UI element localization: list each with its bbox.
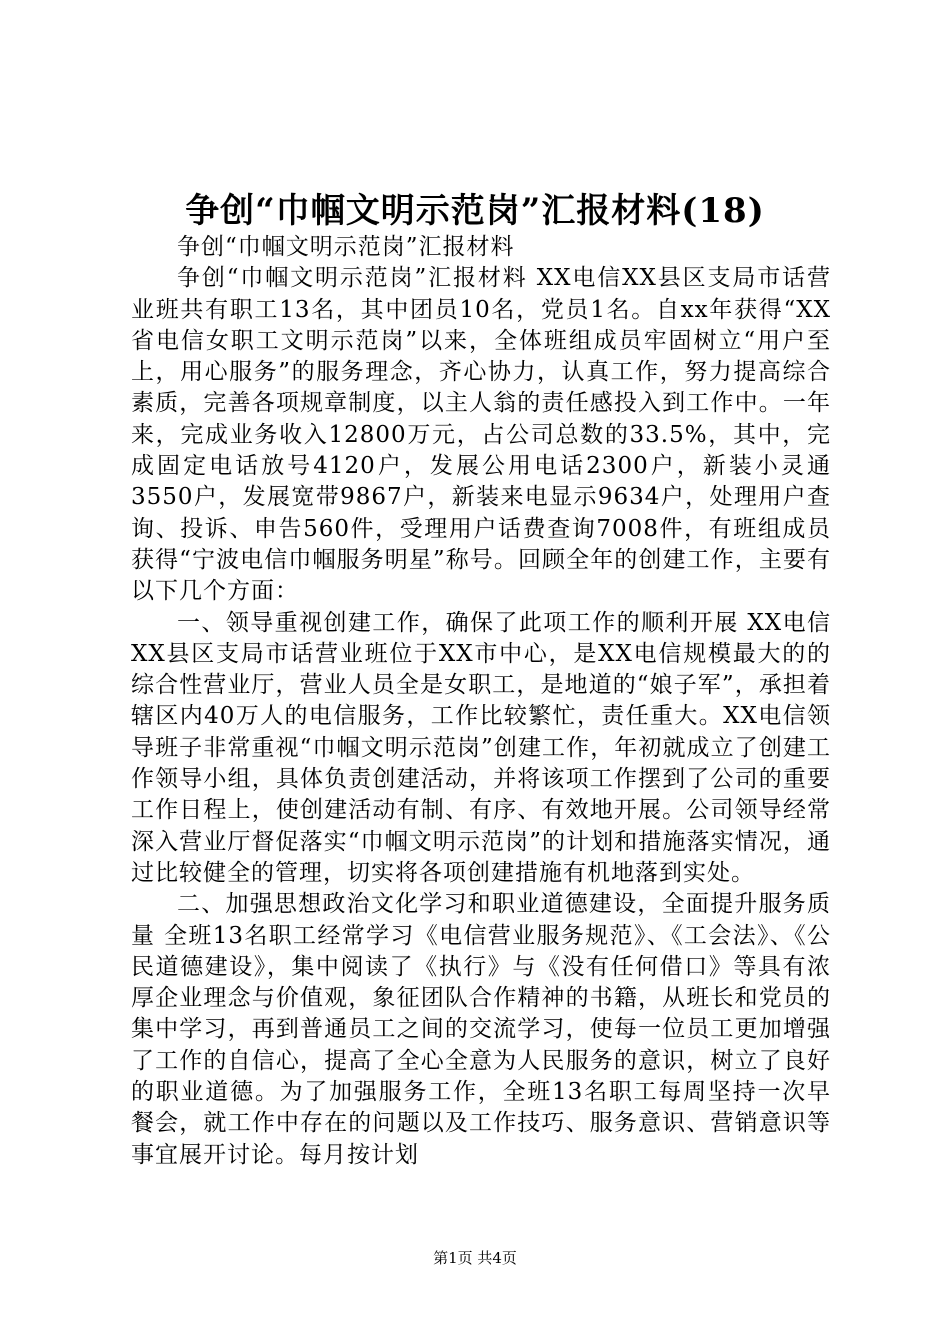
body-paragraph-subtitle: 争创“巾帼文明示范岗”汇报材料	[177, 234, 515, 260]
document-body	[131, 232, 831, 1171]
body-paragraph-intro: 争创“巾帼文明示范岗”汇报材料 XX电信XX县区支局市话营业班共有职工13名，其中团员10名，党员1名。自xx年获得“XX省电信女职工文明示范岗”以来，全体班组成员牢固树立“用户至上，用心服务”的服务理念，齐心协力，认真工作，努力提高综合素质，完善各项规章制度，以主人翁的责任感投入到工作中。一年来，完成业务收入12800万元，占公司总数的33.5%，其中，完成固定电话放号4120户，发展公用电话2300户，新装小灵通3550户，发展宽带9867户，新装来电显示9634户，处理用户查询、投诉、申告560件，受理用户话费查询7008件，有班组成员获得“宁波电信巾帼服务明星”称号。回顾全年的创建工作，主要有以下几个方面：	[131, 265, 831, 605]
body-paragraph-section-1: 一、领导重视创建工作，确保了此项工作的顺利开展 XX电信XX县区支局市话营业班位于XX市中心，是XX电信规模最大的的综合性营业厅，营业人员全是女职工，是地道的“娘子军”，承担着辖区内40万人的电信服务，工作比较繁忙，责任重大。XX电信领导班子非常重视“巾帼文明示范岗”创建工作，年初就成立了创建工作领导小组，具体负责创建活动，并将该项工作摆到了公司的重要工作日程上，使创建活动有制、有序、有效地开展。公司领导经常深入营业厅督促落实“巾帼文明示范岗”的计划和措施落实情况，通过比较健全的管理，切实将各项创建措施有机地落到实处。	[131, 609, 831, 886]
body-paragraph-section-2: 二、加强思想政治文化学习和职业道德建设，全面提升服务质量 全班13名职工经常学习《电信营业服务规范》、《工会法》、《公民道德建设》，集中阅读了《执行》与《没有任何借口》等具有浓厚企业理念与价值观，象征团队合作精神的书籍，从班长和党员的集中学习，再到普通员工之间的交流学习，使每一位员工更加增强了工作的自信心，提高了全心全意为人民服务的意识，树立了良好的职业道德。为了加强服务工作，全班13名职工每周坚持一次早餐会，就工作中存在的问题以及工作技巧、服务意识、营销意识等事宜展开讨论。每月按计划	[131, 891, 831, 1168]
document-title: 争创“巾帼文明示范岗”汇报材料(18)	[185, 191, 765, 231]
page-footer: 第1页 共4页	[433, 1249, 517, 1267]
